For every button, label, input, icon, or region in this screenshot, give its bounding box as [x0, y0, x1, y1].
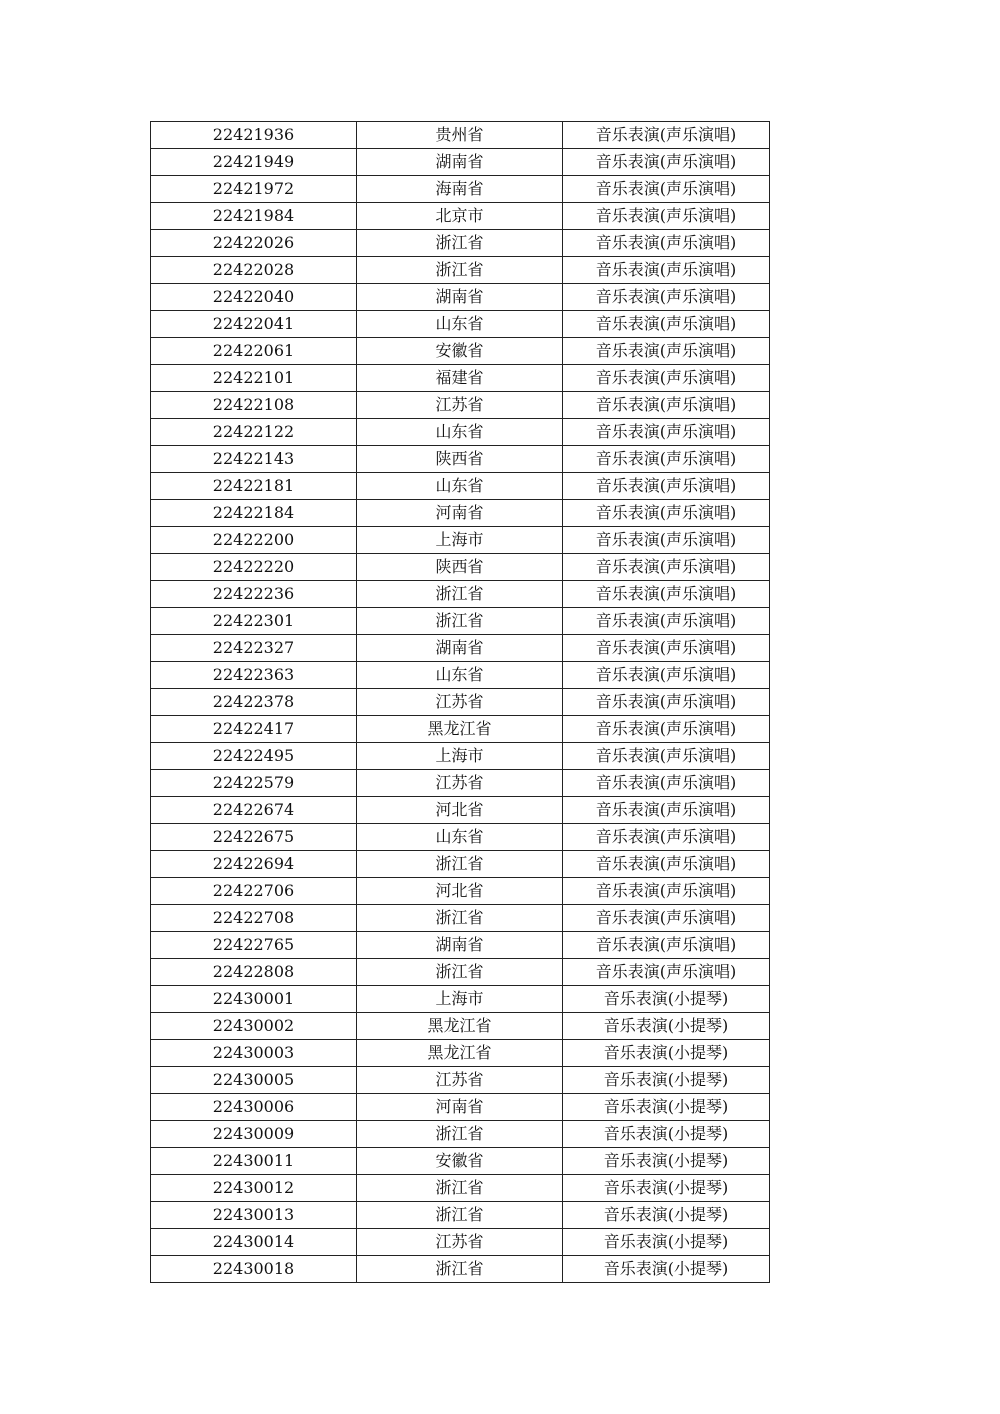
- table-row: [151, 176, 770, 203]
- table-row: [151, 1094, 770, 1121]
- table-row: [151, 986, 770, 1013]
- major-cell: 音乐表演(声乐演唱): [563, 311, 770, 338]
- candidate-id-cell: 22422101: [151, 365, 357, 392]
- province-cell: 上海市: [357, 986, 563, 1013]
- major-cell: 音乐表演(声乐演唱): [563, 959, 770, 986]
- table-row: [151, 311, 770, 338]
- candidate-id-cell: 22422122: [151, 419, 357, 446]
- table-row: [151, 905, 770, 932]
- table-row: [151, 257, 770, 284]
- major-cell: 音乐表演(小提琴): [563, 1175, 770, 1202]
- major-cell: 音乐表演(声乐演唱): [563, 824, 770, 851]
- table-row: [151, 797, 770, 824]
- major-cell: 音乐表演(小提琴): [563, 1094, 770, 1121]
- candidate-id-cell: 22430011: [151, 1148, 357, 1175]
- table-row: [151, 1148, 770, 1175]
- table-row: [151, 743, 770, 770]
- table-row: [151, 500, 770, 527]
- province-cell: 山东省: [357, 473, 563, 500]
- major-cell: 音乐表演(小提琴): [563, 1040, 770, 1067]
- major-cell: 音乐表演(声乐演唱): [563, 500, 770, 527]
- major-cell: 音乐表演(声乐演唱): [563, 851, 770, 878]
- major-cell: 音乐表演(声乐演唱): [563, 446, 770, 473]
- major-cell: 音乐表演(声乐演唱): [563, 473, 770, 500]
- candidate-id-cell: 22422808: [151, 959, 357, 986]
- major-cell: 音乐表演(声乐演唱): [563, 230, 770, 257]
- table-row: [151, 365, 770, 392]
- table-row: [151, 716, 770, 743]
- province-cell: 上海市: [357, 527, 563, 554]
- candidate-id-cell: 22421984: [151, 203, 357, 230]
- province-cell: 湖南省: [357, 284, 563, 311]
- candidate-id-cell: 22422706: [151, 878, 357, 905]
- candidate-id-cell: 22422378: [151, 689, 357, 716]
- province-cell: 江苏省: [357, 1067, 563, 1094]
- candidate-id-cell: 22421972: [151, 176, 357, 203]
- province-cell: 河南省: [357, 1094, 563, 1121]
- table-row: [151, 1121, 770, 1148]
- province-cell: 河南省: [357, 500, 563, 527]
- candidate-id-cell: 22422417: [151, 716, 357, 743]
- province-cell: 黑龙江省: [357, 1013, 563, 1040]
- major-cell: 音乐表演(声乐演唱): [563, 176, 770, 203]
- candidate-id-cell: 22422108: [151, 392, 357, 419]
- roster-table-body: [151, 122, 770, 1283]
- province-cell: 安徽省: [357, 338, 563, 365]
- candidate-id-cell: 22422495: [151, 743, 357, 770]
- province-cell: 陕西省: [357, 446, 563, 473]
- table-row: [151, 419, 770, 446]
- candidate-id-cell: 22422236: [151, 581, 357, 608]
- candidate-id-cell: 22422143: [151, 446, 357, 473]
- province-cell: 江苏省: [357, 689, 563, 716]
- candidate-id-cell: 22430005: [151, 1067, 357, 1094]
- candidate-id-cell: 22430013: [151, 1202, 357, 1229]
- province-cell: 安徽省: [357, 1148, 563, 1175]
- major-cell: 音乐表演(声乐演唱): [563, 122, 770, 149]
- major-cell: 音乐表演(声乐演唱): [563, 149, 770, 176]
- candidate-id-cell: 22422220: [151, 554, 357, 581]
- major-cell: 音乐表演(小提琴): [563, 1013, 770, 1040]
- table-row: [151, 230, 770, 257]
- major-cell: 音乐表演(小提琴): [563, 1202, 770, 1229]
- major-cell: 音乐表演(声乐演唱): [563, 905, 770, 932]
- candidate-id-cell: 22430012: [151, 1175, 357, 1202]
- table-row: [151, 203, 770, 230]
- major-cell: 音乐表演(小提琴): [563, 1148, 770, 1175]
- major-cell: 音乐表演(声乐演唱): [563, 635, 770, 662]
- table-row: [151, 1229, 770, 1256]
- province-cell: 江苏省: [357, 770, 563, 797]
- province-cell: 黑龙江省: [357, 1040, 563, 1067]
- major-cell: 音乐表演(声乐演唱): [563, 932, 770, 959]
- province-cell: 浙江省: [357, 1256, 563, 1283]
- candidate-id-cell: 22422363: [151, 662, 357, 689]
- major-cell: 音乐表演(声乐演唱): [563, 554, 770, 581]
- candidate-id-cell: 22422327: [151, 635, 357, 662]
- candidate-id-cell: 22422675: [151, 824, 357, 851]
- major-cell: 音乐表演(小提琴): [563, 1067, 770, 1094]
- major-cell: 音乐表演(声乐演唱): [563, 392, 770, 419]
- province-cell: 湖南省: [357, 149, 563, 176]
- province-cell: 北京市: [357, 203, 563, 230]
- candidate-id-cell: 22422200: [151, 527, 357, 554]
- province-cell: 浙江省: [357, 581, 563, 608]
- candidate-id-cell: 22422026: [151, 230, 357, 257]
- province-cell: 江苏省: [357, 1229, 563, 1256]
- major-cell: 音乐表演(声乐演唱): [563, 257, 770, 284]
- province-cell: 河北省: [357, 797, 563, 824]
- province-cell: 海南省: [357, 176, 563, 203]
- major-cell: 音乐表演(声乐演唱): [563, 203, 770, 230]
- province-cell: 贵州省: [357, 122, 563, 149]
- candidate-id-cell: 22430009: [151, 1121, 357, 1148]
- candidate-id-cell: 22430003: [151, 1040, 357, 1067]
- table-row: [151, 527, 770, 554]
- roster-table: [150, 121, 770, 1283]
- major-cell: 音乐表演(声乐演唱): [563, 581, 770, 608]
- candidate-id-cell: 22430006: [151, 1094, 357, 1121]
- province-cell: 浙江省: [357, 905, 563, 932]
- candidate-id-cell: 22422579: [151, 770, 357, 797]
- candidate-id-cell: 22422181: [151, 473, 357, 500]
- table-row: [151, 851, 770, 878]
- table-row: [151, 554, 770, 581]
- province-cell: 山东省: [357, 419, 563, 446]
- major-cell: 音乐表演(声乐演唱): [563, 662, 770, 689]
- major-cell: 音乐表演(声乐演唱): [563, 527, 770, 554]
- province-cell: 上海市: [357, 743, 563, 770]
- candidate-id-cell: 22422028: [151, 257, 357, 284]
- candidate-id-cell: 22422694: [151, 851, 357, 878]
- province-cell: 浙江省: [357, 1175, 563, 1202]
- table-row: [151, 824, 770, 851]
- table-row: [151, 1256, 770, 1283]
- candidate-id-cell: 22422061: [151, 338, 357, 365]
- table-row: [151, 581, 770, 608]
- province-cell: 黑龙江省: [357, 716, 563, 743]
- major-cell: 音乐表演(声乐演唱): [563, 365, 770, 392]
- table-row: [151, 122, 770, 149]
- table-row: [151, 878, 770, 905]
- major-cell: 音乐表演(声乐演唱): [563, 797, 770, 824]
- table-row: [151, 1202, 770, 1229]
- province-cell: 浙江省: [357, 1121, 563, 1148]
- province-cell: 浙江省: [357, 851, 563, 878]
- province-cell: 河北省: [357, 878, 563, 905]
- major-cell: 音乐表演(小提琴): [563, 1121, 770, 1148]
- candidate-id-cell: 22422040: [151, 284, 357, 311]
- table-row: [151, 473, 770, 500]
- table-row: [151, 446, 770, 473]
- table-row: [151, 284, 770, 311]
- table-row: [151, 1040, 770, 1067]
- table-row: [151, 770, 770, 797]
- candidate-id-cell: 22422301: [151, 608, 357, 635]
- major-cell: 音乐表演(小提琴): [563, 1256, 770, 1283]
- candidate-id-cell: 22430001: [151, 986, 357, 1013]
- province-cell: 浙江省: [357, 230, 563, 257]
- table-row: [151, 338, 770, 365]
- candidate-id-cell: 22430018: [151, 1256, 357, 1283]
- table-row: [151, 959, 770, 986]
- province-cell: 江苏省: [357, 392, 563, 419]
- table-row: [151, 689, 770, 716]
- candidate-id-cell: 22422674: [151, 797, 357, 824]
- major-cell: 音乐表演(声乐演唱): [563, 419, 770, 446]
- major-cell: 音乐表演(声乐演唱): [563, 716, 770, 743]
- candidate-id-cell: 22422041: [151, 311, 357, 338]
- candidate-id-cell: 22422184: [151, 500, 357, 527]
- table-row: [151, 608, 770, 635]
- province-cell: 山东省: [357, 311, 563, 338]
- major-cell: 音乐表演(声乐演唱): [563, 608, 770, 635]
- province-cell: 福建省: [357, 365, 563, 392]
- province-cell: 山东省: [357, 824, 563, 851]
- province-cell: 浙江省: [357, 1202, 563, 1229]
- major-cell: 音乐表演(声乐演唱): [563, 338, 770, 365]
- table-row: [151, 635, 770, 662]
- province-cell: 山东省: [357, 662, 563, 689]
- candidate-id-cell: 22422765: [151, 932, 357, 959]
- candidate-id-cell: 22421949: [151, 149, 357, 176]
- major-cell: 音乐表演(声乐演唱): [563, 284, 770, 311]
- candidate-id-cell: 22421936: [151, 122, 357, 149]
- province-cell: 湖南省: [357, 932, 563, 959]
- province-cell: 浙江省: [357, 959, 563, 986]
- major-cell: 音乐表演(小提琴): [563, 1229, 770, 1256]
- major-cell: 音乐表演(小提琴): [563, 986, 770, 1013]
- table-row: [151, 392, 770, 419]
- table-row: [151, 1067, 770, 1094]
- table-row: [151, 932, 770, 959]
- table-row: [151, 1175, 770, 1202]
- candidate-id-cell: 22430014: [151, 1229, 357, 1256]
- major-cell: 音乐表演(声乐演唱): [563, 743, 770, 770]
- major-cell: 音乐表演(声乐演唱): [563, 689, 770, 716]
- table-row: [151, 662, 770, 689]
- province-cell: 浙江省: [357, 257, 563, 284]
- province-cell: 浙江省: [357, 608, 563, 635]
- candidate-id-cell: 22430002: [151, 1013, 357, 1040]
- table-row: [151, 149, 770, 176]
- candidate-id-cell: 22422708: [151, 905, 357, 932]
- major-cell: 音乐表演(声乐演唱): [563, 878, 770, 905]
- major-cell: 音乐表演(声乐演唱): [563, 770, 770, 797]
- table-row: [151, 1013, 770, 1040]
- province-cell: 陕西省: [357, 554, 563, 581]
- province-cell: 湖南省: [357, 635, 563, 662]
